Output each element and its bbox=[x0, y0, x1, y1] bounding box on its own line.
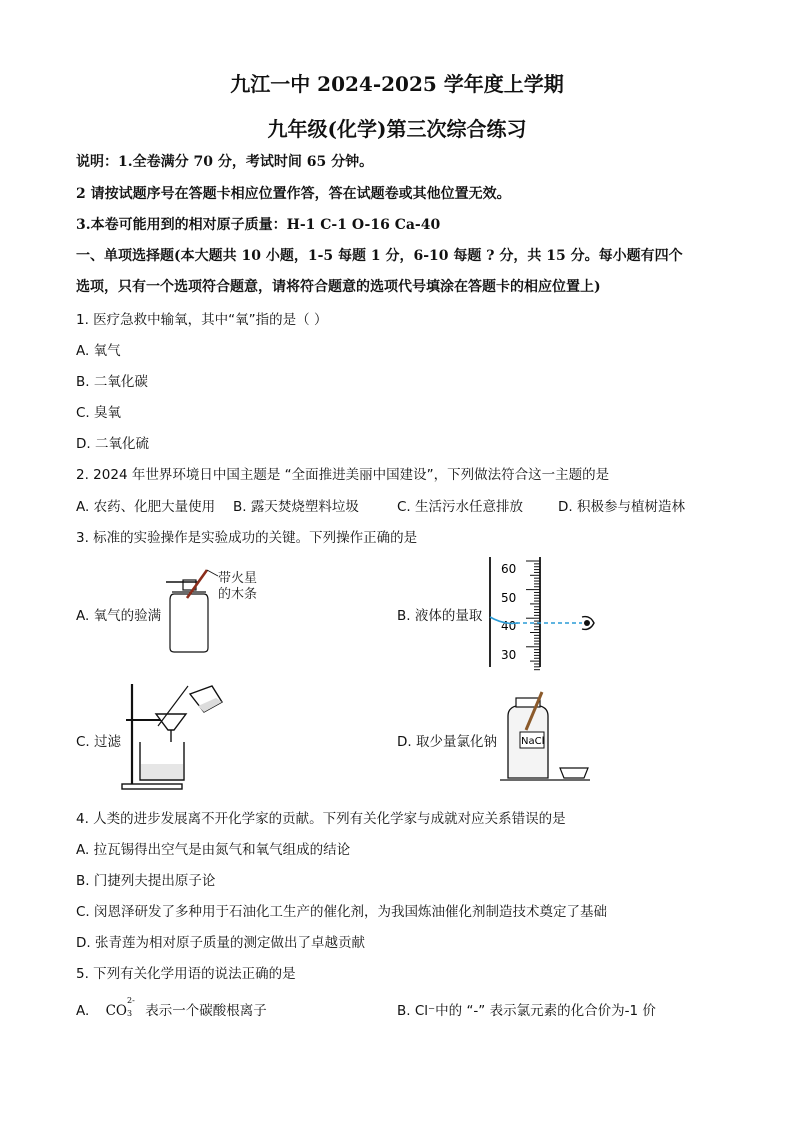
splint-label-1: 带火星 bbox=[218, 571, 258, 586]
stand-base bbox=[122, 784, 182, 789]
filtrate bbox=[141, 764, 183, 779]
question-1-option-c: C. 臭氧 bbox=[76, 405, 122, 421]
cylinder-scale bbox=[526, 561, 540, 670]
option-a-prefix: A. bbox=[76, 1003, 90, 1019]
tick-label-60: 60 bbox=[501, 562, 517, 576]
question-2-option-c: C. 生活污水任意排放 bbox=[397, 499, 524, 515]
question-3-option-c: C. 过滤 bbox=[76, 734, 122, 750]
question-1-option-b: B. 二氧化碳 bbox=[76, 374, 148, 390]
question-5-option-a bbox=[76, 996, 267, 1019]
instruction-line-2: 2 请按试题序号在答题卡相应位置作答，答在试题卷或其他位置无效。 bbox=[76, 186, 511, 202]
question-4-stem: 4. 人类的进步发展离不开化学家的贡献。下列有关化学家与成就对应关系错误的是 bbox=[76, 811, 566, 827]
section-heading-line-1: 一、单项选择题(本大题共 10 小题，1-5 每题 1 分，6-10 每题 ? 分，共 15 分。每小题有四个 bbox=[76, 248, 683, 264]
measuring-cylinder-figure bbox=[486, 553, 606, 671]
question-5-option-b: B. Cl⁻中的 “-” 表示氯元素的化合价为-1 价 bbox=[397, 1003, 656, 1019]
question-1-stem: 1. 医疗急救中输氧，其中“氧”指的是（ ） bbox=[76, 312, 328, 328]
oxygen-test-figure bbox=[160, 564, 280, 656]
nacl-label: NaCl bbox=[521, 736, 545, 747]
exam-title-line2: 九年级(化学)第三次综合练习 bbox=[267, 117, 527, 141]
question-4-option-b: B. 门捷列夫提出原子论 bbox=[76, 873, 216, 889]
tick-label-30: 30 bbox=[501, 648, 517, 662]
watch-glass bbox=[560, 768, 588, 778]
question-1-option-a: A. 氧气 bbox=[76, 343, 121, 359]
question-2-stem: 2. 2024 年世界环境日中国主题是 “全面推进美丽中国建设”，下列做法符合这一主题的是 bbox=[76, 467, 610, 483]
splint-label-2: 的木条 bbox=[218, 587, 258, 602]
instruction-line-3: 3.本卷可能用到的相对原子质量：H-1 C-1 O-16 Ca-40 bbox=[76, 217, 441, 233]
question-4-option-a: A. 拉瓦锡得出空气是由氮气和氧气组成的结论 bbox=[76, 842, 351, 858]
tick-label-50: 50 bbox=[501, 591, 517, 605]
question-3-option-d: D. 取少量氯化钠 bbox=[397, 734, 497, 750]
section-heading-line-2: 选项，只有一个选项符合题意，请将符合题意的选项代号填涂在答题卡的相应位置上) bbox=[76, 279, 601, 295]
question-5-stem: 5. 下列有关化学用语的说法正确的是 bbox=[76, 966, 296, 982]
gas-bottle bbox=[170, 594, 208, 652]
question-2-option-b: B. 露天焚烧塑料垃圾 bbox=[233, 499, 359, 515]
carbonate-formula: CO 2- 3 bbox=[105, 996, 135, 1019]
filtration-figure bbox=[118, 680, 238, 792]
question-3-option-b: B. 液体的量取 bbox=[397, 608, 483, 624]
question-3-stem: 3. 标准的实验操作是实验成功的关键。下列操作正确的是 bbox=[76, 530, 418, 546]
question-3-option-a: A. 氧气的验满 bbox=[76, 608, 162, 624]
question-2-option-a: A. 农药、化肥大量使用 bbox=[76, 499, 216, 515]
question-2-option-d: D. 积极参与植树造林 bbox=[558, 499, 685, 515]
question-4-option-d: D. 张青莲为相对原子质量的测定做出了卓越贡献 bbox=[76, 935, 365, 951]
instruction-line-1: 说明：1.全卷满分 70 分，考试时间 65 分钟。 bbox=[76, 154, 374, 170]
option-a-text: 表示一个碳酸根离子 bbox=[145, 1003, 267, 1019]
sodium-chloride-figure bbox=[500, 688, 600, 788]
tick-label-40: 40 bbox=[501, 619, 517, 633]
exam-title-line1: 九江一中 2024-2025 学年度上学期 bbox=[230, 72, 564, 96]
question-1-option-d: D. 二氧化硫 bbox=[76, 436, 149, 452]
question-4-option-c: C. 闵恩泽研发了多种用于石油化工生产的催化剂，为我国炼油催化剂制造技术奠定了基础 bbox=[76, 904, 608, 920]
